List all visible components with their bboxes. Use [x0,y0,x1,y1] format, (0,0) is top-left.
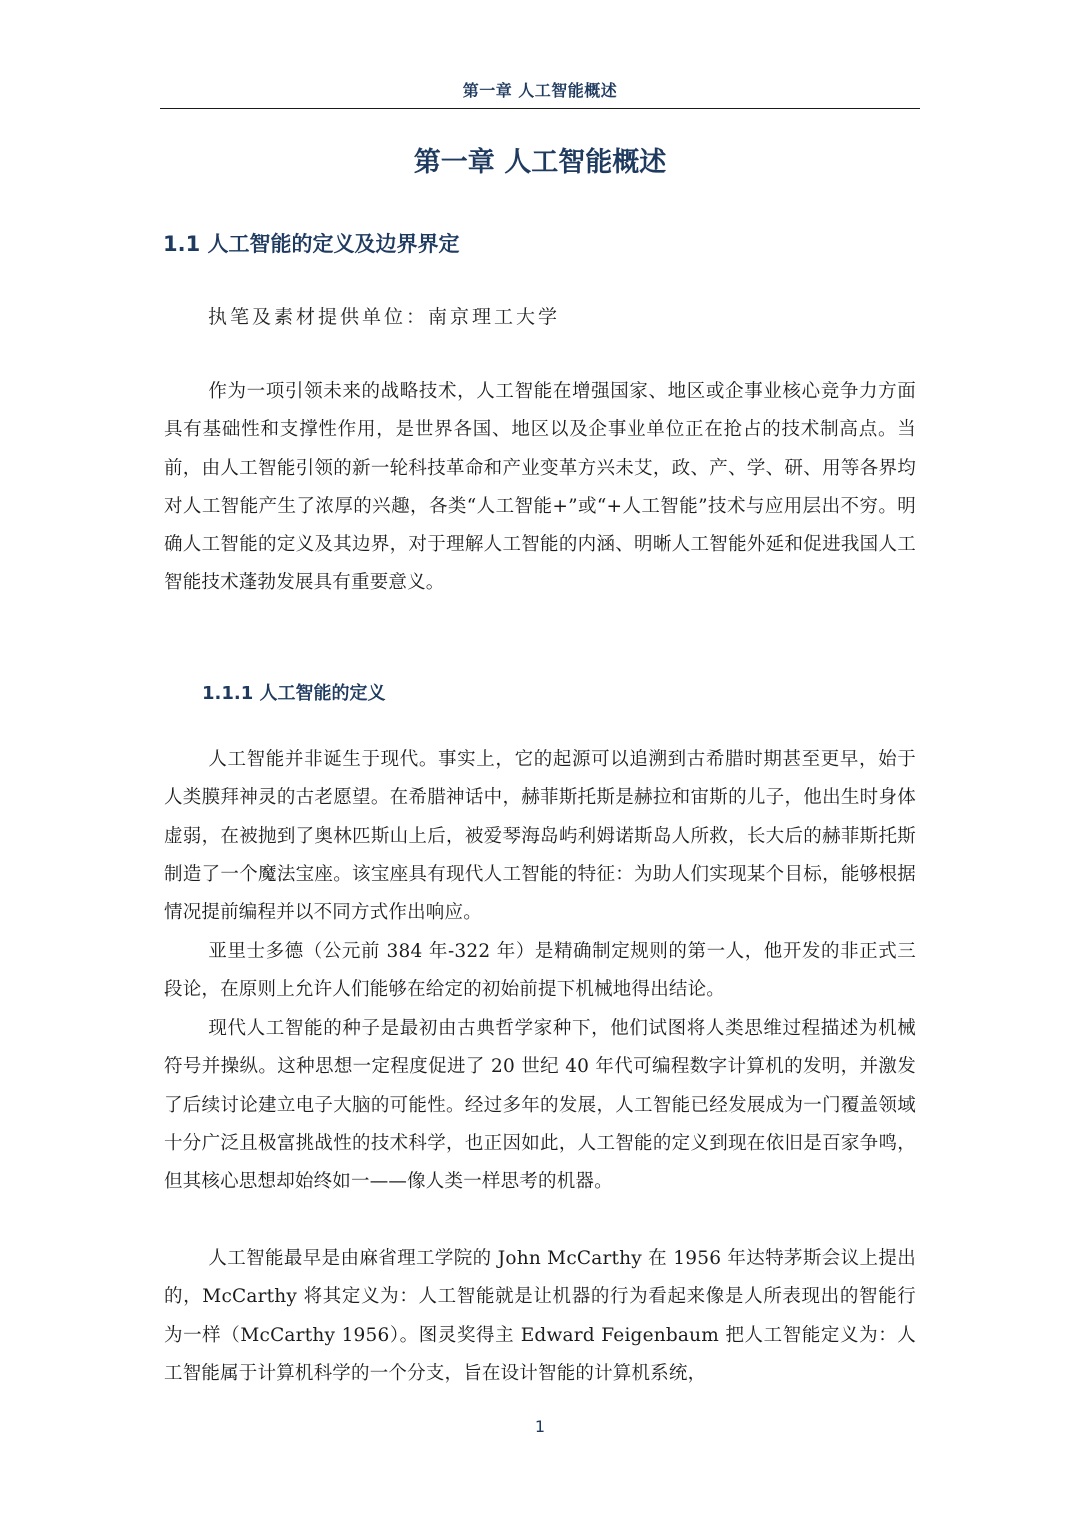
body-paragraph: 人工智能最早是由麻省理工学院的 John McCarthy 在 1956 年达特茅斯会议上提出的，McCarthy 将其定义为：人工智能就是让机器的行为看起来像是人所表现出的智能行为一样（McCarthy 1956）。图灵奖得主 Edward Feigenbaum 把人工智能定义为：人工智能属于计算机科学的一个分支，旨在设计智能的计算机系统， [164,1248,916,1384]
author-line: 执笔及素材提供单位：南京理工大学 [208,306,561,328]
body-paragraph: 人工智能并非诞生于现代。事实上，它的起源可以追溯到古希腊时期甚至更早，始于人类膜拜神灵的古老愿望。在希腊神话中，赫菲斯托斯是赫拉和宙斯的儿子，他出生时身体虚弱，在被抛到了奥林匹斯山上后，被爱琴海岛屿利姆诺斯岛人所救，长大后的赫菲斯托斯制造了一个魔法宝座。该宝座具有现代人工智能的特征：为助人们实现某个目标，能够根据情况提前编程并以不同方式作出响应。 [164,749,916,924]
page-number: 1 [534,1417,546,1436]
header-divider [160,108,920,109]
chapter-title: 第一章 人工智能概述 [413,147,667,178]
intro-paragraph: 作为一项引领未来的战略技术，人工智能在增强国家、地区或企事业核心竞争力方面具有基础性和支撑性作用，是世界各国、地区以及企事业单位正在抢占的技术制高点。当前，由人工智能引领的新一轮科技革命和产业变革方兴未艾，政、产、学、研、用等各界均对人工智能产生了浓厚的兴趣，各类“人工智能+”或“+人工智能”技术与应用层出不穷。明确人工智能的定义及其边界，对于理解人工智能的内涵、明晰人工智能外延和促进我国人工智能技术蓬勃发展具有重要意义。 [164,381,916,594]
body-paragraph: 现代人工智能的种子是最初由古典哲学家种下，他们试图将人类思维过程描述为机械符号并操纵。这种思想一定程度促进了 20 世纪 40 年代可编程数字计算机的发明，并激发了后续讨论建立电子大脑的可能性。经过多年的发展，人工智能已经发展成为一门覆盖领域十分广泛且极富挑战性的技术科学，也正因如此，人工智能的定义到现在依旧是百家争鸣，但其核心思想却始终如一——像人类一样思考的机器。 [164,1018,916,1193]
body-paragraph: 亚里士多德（公元前 384 年-322 年）是精确制定规则的第一人，他开发的非正式三段论，在原则上允许人们能够在给定的初始前提下机械地得出结论。 [164,941,916,1001]
section-heading: 1.1 人工智能的定义及边界界定 [163,232,460,256]
subsection-heading: 1.1.1 人工智能的定义 [202,683,386,704]
running-header: 第一章 人工智能概述 [462,81,618,100]
